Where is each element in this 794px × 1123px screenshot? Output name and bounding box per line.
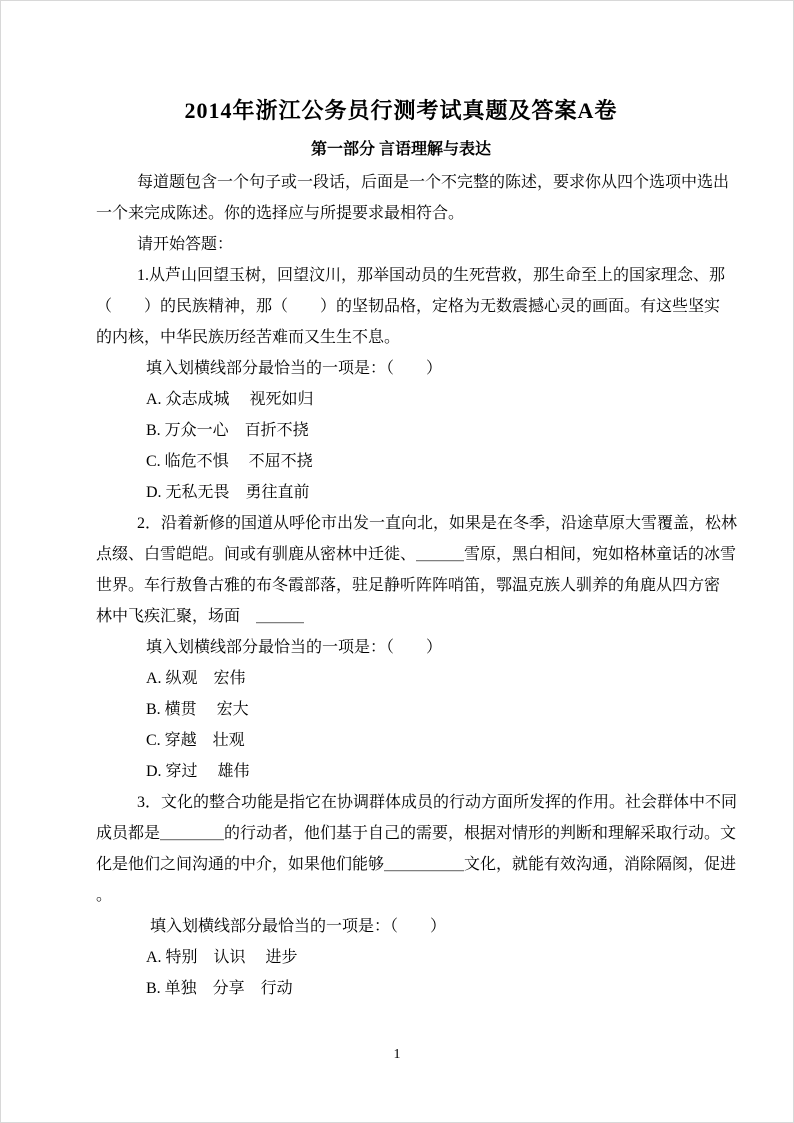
intro-line: 每道题包含一个句子或一段话，后面是一个不完整的陈述，要求你从四个选项中选出: [137, 174, 730, 191]
q3-fill-prompt: 填入划横线部分最恰当的一项是：（ ）: [146, 918, 447, 935]
q1-option-b: B. 万众一心 百折不挠: [146, 422, 309, 439]
q3-stem-line: 成员都是＿＿＿＿的行动者，他们基于自己的需要，根据对情形的判断和理解采取行动。文: [96, 825, 737, 842]
page-number: 1: [393, 1047, 401, 1062]
q1-fill-prompt: 填入划横线部分最恰当的一项是：（ ）: [146, 360, 443, 377]
q3-stem-line: 。: [96, 887, 113, 904]
q2-stem-line: 林中飞疾汇聚，场面 ＿＿＿: [96, 608, 305, 625]
q2-stem-line: 2．沿着新修的国道从呼伦市出发一直向北，如果是在冬季，沿途草原大雪覆盖，松林: [137, 515, 738, 532]
q1-option-c: C. 临危不惧 不屈不挠: [146, 453, 313, 470]
page-title: 2014年浙江公务员行测考试真题及答案A卷: [184, 98, 618, 123]
q1-stem-line: 1.从芦山回望玉树，回望汶川，那举国动员的生死营救，那生命至上的国家理念、那: [137, 267, 726, 284]
q1-option-d: D. 无私无畏 勇往直前: [146, 484, 310, 501]
q2-option-a: A. 纵观 宏伟: [146, 670, 246, 687]
q2-stem-line: 世界。车行敖鲁古雅的布冬霞部落，驻足静听阵阵哨笛，鄂温克族人驯养的角鹿从四方密: [96, 577, 721, 594]
begin-prompt: 请开始答题：: [137, 236, 234, 253]
section-heading: 第一部分 言语理解与表达: [310, 141, 491, 158]
q3-option-a: A. 特别 认识 进步: [146, 949, 298, 966]
q3-stem-line: 3．文化的整合功能是指它在协调群体成员的行动方面所发挥的作用。社会群体中不同: [137, 794, 738, 811]
q2-stem-line: 点缀、白雪皑皑。间或有驯鹿从密林中迁徙、＿＿＿雪原，黑白相间，宛如格林童话的冰雪: [96, 546, 737, 563]
q1-option-a: A. 众志成城 视死如归: [146, 391, 314, 408]
q2-option-d: D. 穿过 雄伟: [146, 763, 250, 780]
q1-stem-line: （ ）的民族精神，那（ ）的坚韧品格，定格为无数震撼心灵的画面。有这些坚实: [96, 298, 721, 315]
q2-fill-prompt: 填入划横线部分最恰当的一项是：（ ）: [146, 639, 443, 656]
intro-line: 一个来完成陈述。你的选择应与所提要求最相符合。: [96, 205, 465, 222]
q2-option-c: C. 穿越 壮观: [146, 732, 245, 749]
q2-option-b: B. 横贯 宏大: [146, 701, 249, 718]
q1-stem-line: 的内核，中华民族历经苦难而又生生不息。: [96, 329, 401, 346]
q3-stem-line: 化是他们之间沟通的中介，如果他们能够＿＿＿＿＿文化，就能有效沟通，消除隔阂，促进: [96, 856, 737, 873]
q3-option-b: B. 单独 分享 行动: [146, 980, 293, 997]
